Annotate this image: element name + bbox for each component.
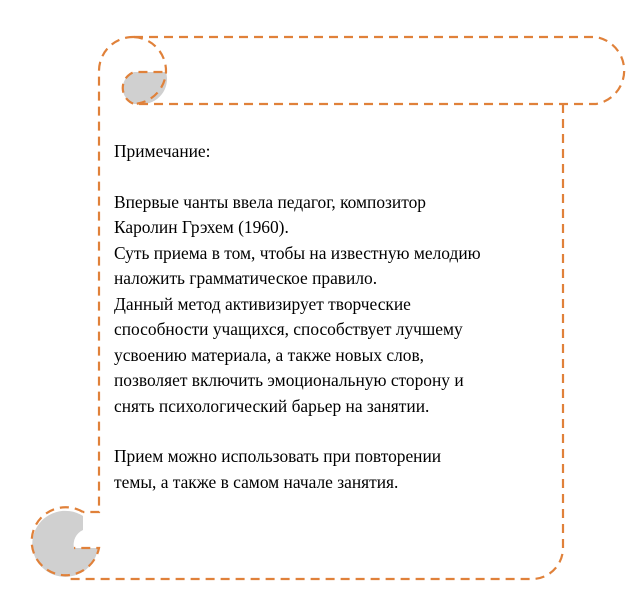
top-roll-outline [123, 37, 624, 104]
spacer [114, 419, 554, 444]
note-line: наложить грамматическое правило. [114, 268, 378, 288]
top-curl-fill [123, 72, 167, 104]
note-line: усвоению материала, а также новых слов, [114, 344, 425, 365]
note-body [114, 139, 554, 495]
note-line: Данный метод активизирует творческие [114, 293, 411, 314]
note-line: способности учащихся, способствует лучшему [114, 319, 463, 339]
note-line: Каролин Грэхем (1960). [114, 217, 289, 237]
note-line: темы, а также в самом начале занятия. [114, 471, 399, 492]
note-line: Впервые чанты ввела педагог, композитор [114, 191, 426, 212]
note-line: Суть приема в том, чтобы на известную мелодию [114, 242, 481, 263]
note-line: Прием можно использовать при повторении [114, 446, 442, 466]
bottom-curl-fill [32, 511, 98, 577]
note-heading: Примечание: [114, 141, 211, 161]
note-line: позволяет включить эмоциональную сторону и [114, 370, 464, 390]
note-line: снять психологический барьер на занятии. [114, 395, 430, 416]
spacer [114, 165, 554, 190]
